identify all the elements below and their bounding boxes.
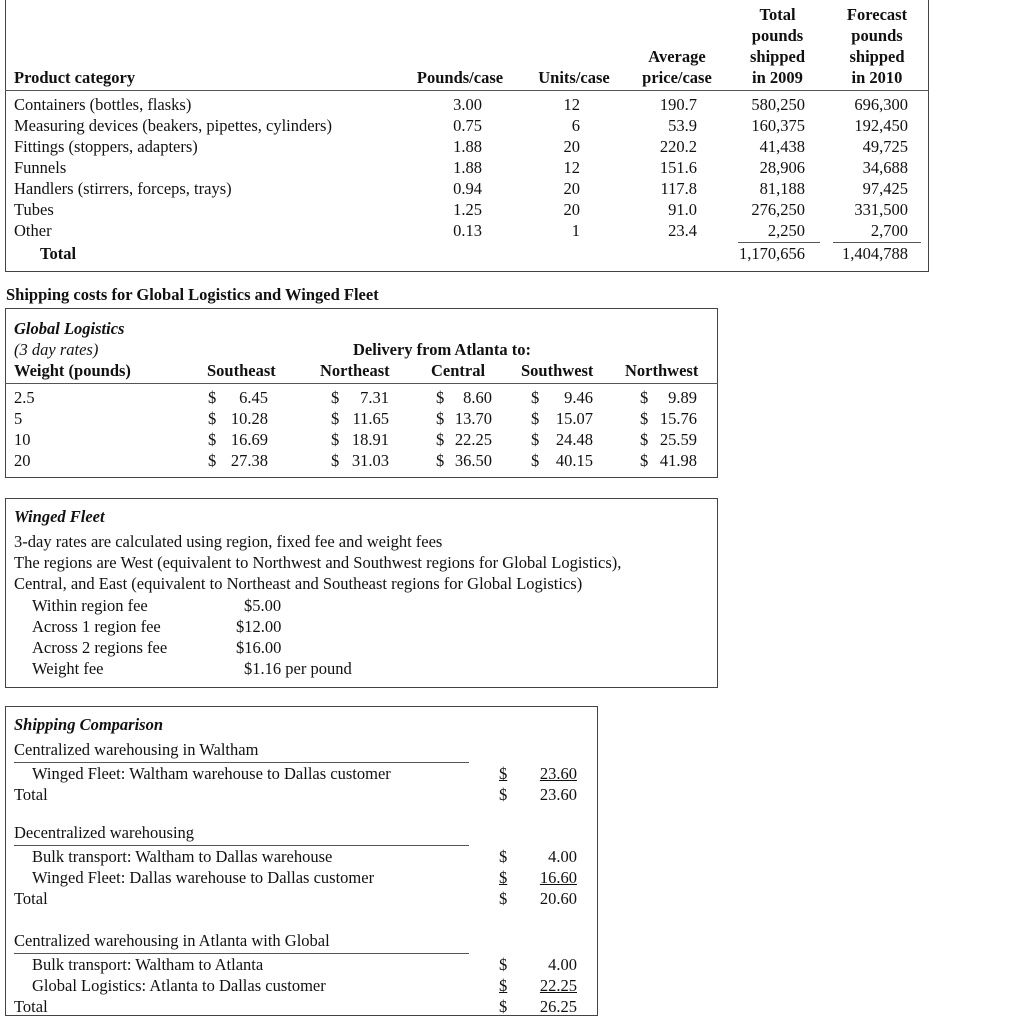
rate-value: 8.60 — [463, 388, 492, 407]
rate-value: 15.07 — [555, 409, 593, 428]
product-name: Handlers (stirrers, forceps, trays) — [14, 179, 232, 198]
comparison-total-value: 23.60 — [539, 785, 577, 804]
weight-cell: 20 — [14, 451, 31, 470]
product-2009: 41,438 — [759, 137, 805, 156]
rate-value: 27.38 — [230, 451, 268, 470]
product-2009: 28,906 — [759, 158, 805, 177]
header-total-3: shipped — [749, 47, 806, 66]
header-forecast-4: in 2010 — [851, 68, 903, 87]
rate-value: 11.65 — [352, 409, 389, 428]
products-total-2009: 1,170,656 — [739, 244, 805, 263]
delivery-heading: Delivery from Atlanta to: — [353, 340, 531, 359]
comparison-heading-rule — [14, 762, 469, 763]
weight-cell: 5 — [14, 409, 23, 428]
comparison-item-label: Global Logistics: Atlanta to Dallas customer — [32, 976, 326, 995]
comparison-heading-rule — [14, 845, 469, 846]
rate-value: 7.31 — [360, 388, 389, 407]
header-total-1: Total — [759, 5, 796, 24]
winged-line-3: Central, and East (equivalent to Northeast and Southeast regions for Global Logistics) — [14, 574, 583, 593]
rate-value: 36.50 — [454, 451, 492, 470]
fee-value: $16.00 — [236, 638, 282, 657]
header-total-4: in 2009 — [752, 68, 803, 87]
rate-currency: $ — [531, 430, 540, 449]
comparison-total-value: 20.60 — [539, 889, 577, 908]
rate-currency: $ — [531, 451, 540, 470]
rate-currency: $ — [208, 430, 217, 449]
comparison-total-value: 26.25 — [539, 997, 577, 1016]
product-name: Measuring devices (beakers, pipettes, cylinders) — [14, 116, 332, 135]
region-header-southeast: Southeast — [207, 361, 276, 380]
comparison-currency: $ — [499, 976, 508, 995]
product-units: 20 — [563, 179, 580, 198]
product-2010: 192,450 — [854, 116, 908, 135]
comparison-item-value: 22.25 — [539, 976, 577, 995]
rate-value: 18.91 — [351, 430, 389, 449]
fee-label: Weight fee — [32, 659, 104, 678]
rate-value: 6.45 — [239, 388, 268, 407]
rate-value: 13.70 — [454, 409, 492, 428]
global-subtitle: (3 day rates) — [14, 340, 99, 359]
product-units: 1 — [571, 221, 580, 240]
product-units: 12 — [563, 158, 580, 177]
rate-value: 15.76 — [659, 409, 697, 428]
product-price: 220.2 — [659, 137, 697, 156]
product-name: Tubes — [14, 200, 54, 219]
header-divider — [5, 90, 929, 91]
comparison-currency: $ — [499, 889, 508, 908]
comparison-item-label: Winged Fleet: Waltham warehouse to Dallas customer — [32, 764, 391, 783]
fee-label: Within region fee — [32, 596, 148, 615]
product-name: Funnels — [14, 158, 67, 177]
product-2009: 580,250 — [751, 95, 805, 114]
header-pounds-case: Pounds/case — [416, 68, 504, 87]
weight-cell: 10 — [14, 430, 31, 449]
comparison-total-label: Total — [14, 997, 48, 1016]
product-units: 20 — [563, 200, 580, 219]
rate-currency: $ — [640, 409, 649, 428]
product-price: 53.9 — [668, 116, 697, 135]
fee-value: $1.16 per pound — [244, 659, 352, 678]
comparison-item-value: 23.60 — [539, 764, 577, 783]
comparison-item-value: 4.00 — [548, 847, 577, 866]
product-name: Fittings (stoppers, adapters) — [14, 137, 198, 156]
product-pounds: 0.75 — [453, 116, 482, 135]
product-price: 23.4 — [668, 221, 697, 240]
product-price: 91.0 — [668, 200, 697, 219]
region-header-northeast: Northeast — [320, 361, 390, 380]
product-price: 151.6 — [659, 158, 697, 177]
header-average: Average — [648, 47, 706, 66]
rate-currency: $ — [640, 451, 649, 470]
header-price-case: price/case — [642, 68, 712, 87]
rate-value: 9.46 — [564, 388, 593, 407]
weight-header: Weight (pounds) — [14, 361, 131, 380]
comparison-heading: Centralized warehousing in Waltham — [14, 740, 259, 759]
rate-value: 10.28 — [230, 409, 268, 428]
product-price: 117.8 — [660, 179, 697, 198]
shipping-title: Shipping costs for Global Logistics and Winged Fleet — [6, 285, 379, 304]
product-2010: 331,500 — [854, 200, 908, 219]
fee-label: Across 1 region fee — [32, 617, 161, 636]
rate-value: 41.98 — [659, 451, 697, 470]
product-2009: 2,250 — [767, 221, 805, 240]
comparison-total-label: Total — [14, 785, 48, 804]
product-2010: 49,725 — [862, 137, 908, 156]
product-pounds: 0.94 — [453, 179, 482, 198]
rate-currency: $ — [436, 451, 445, 470]
product-pounds: 1.88 — [453, 137, 482, 156]
weight-cell: 2.5 — [14, 388, 35, 407]
products-total-2010: 1,404,788 — [842, 244, 908, 263]
header-forecast-1: Forecast — [846, 5, 908, 24]
rate-currency: $ — [531, 409, 540, 428]
product-2009: 160,375 — [751, 116, 805, 135]
global-title: Global Logistics — [14, 319, 125, 338]
product-2010: 2,700 — [870, 221, 908, 240]
product-2010: 34,688 — [862, 158, 908, 177]
product-pounds: 1.88 — [453, 158, 482, 177]
comparison-total-label: Total — [14, 889, 48, 908]
region-header-northwest: Northwest — [625, 361, 699, 380]
product-pounds: 3.00 — [453, 95, 482, 114]
rate-currency: $ — [331, 388, 340, 407]
rate-value: 22.25 — [454, 430, 492, 449]
product-2010: 696,300 — [854, 95, 908, 114]
product-name: Containers (bottles, flasks) — [14, 95, 192, 114]
winged-line-2: The regions are West (equivalent to Northwest and Southwest regions for Global Logistics), — [14, 553, 622, 572]
products-total-label: Total — [40, 244, 77, 263]
rate-value: 24.48 — [555, 430, 593, 449]
product-2009: 276,250 — [751, 200, 805, 219]
header-units-case: Units/case — [538, 68, 610, 87]
rate-currency: $ — [331, 430, 340, 449]
winged-title: Winged Fleet — [14, 507, 105, 526]
rate-value: 9.89 — [668, 388, 697, 407]
comparison-heading: Centralized warehousing in Atlanta with Global — [14, 931, 330, 950]
fee-label: Across 2 regions fee — [32, 638, 168, 657]
rate-currency: $ — [331, 451, 340, 470]
header-product-category: Product category — [14, 68, 136, 87]
product-pounds: 1.25 — [453, 200, 482, 219]
rate-currency: $ — [208, 409, 217, 428]
rate-currency: $ — [436, 409, 445, 428]
product-2009: 81,188 — [759, 179, 805, 198]
rate-currency: $ — [436, 388, 445, 407]
comparison-item-value: 4.00 — [548, 955, 577, 974]
header-total-2: pounds — [751, 26, 804, 45]
comparison-item-label: Bulk transport: Waltham to Atlanta — [32, 955, 264, 974]
comparison-currency: $ — [499, 764, 508, 783]
total-divider-2010 — [833, 242, 921, 243]
comparison-currency: $ — [499, 955, 508, 974]
total-divider-2009 — [738, 242, 820, 243]
rate-currency: $ — [531, 388, 540, 407]
product-units: 12 — [563, 95, 580, 114]
rate-currency: $ — [436, 430, 445, 449]
comparison-title: Shipping Comparison — [14, 715, 164, 734]
fee-value: $12.00 — [236, 617, 282, 636]
product-name: Other — [14, 221, 52, 240]
region-header-southwest: Southwest — [521, 361, 594, 380]
rate-currency: $ — [640, 388, 649, 407]
product-2010: 97,425 — [862, 179, 908, 198]
comparison-heading: Decentralized warehousing — [14, 823, 195, 842]
comparison-currency: $ — [499, 785, 508, 804]
comparison-currency: $ — [499, 868, 508, 887]
global-header-divider — [5, 383, 718, 384]
rate-value: 31.03 — [351, 451, 389, 470]
product-units: 6 — [571, 116, 580, 135]
rate-currency: $ — [331, 409, 340, 428]
rate-value: 16.69 — [230, 430, 268, 449]
comparison-item-label: Bulk transport: Waltham to Dallas warehouse — [32, 847, 333, 866]
comparison-heading-rule — [14, 953, 469, 954]
product-pounds: 0.13 — [453, 221, 482, 240]
rate-value: 40.15 — [555, 451, 593, 470]
rate-value: 25.59 — [659, 430, 697, 449]
fee-value: $5.00 — [244, 596, 282, 615]
comparison-item-value: 16.60 — [539, 868, 577, 887]
product-price: 190.7 — [659, 95, 697, 114]
header-forecast-3: shipped — [849, 47, 905, 66]
header-forecast-2: pounds — [851, 26, 903, 45]
comparison-item-label: Winged Fleet: Dallas warehouse to Dallas customer — [32, 868, 375, 887]
product-units: 20 — [563, 137, 580, 156]
region-header-central: Central — [431, 361, 486, 380]
rate-currency: $ — [208, 388, 217, 407]
comparison-currency: $ — [499, 847, 508, 866]
rate-currency: $ — [208, 451, 217, 470]
comparison-currency: $ — [499, 997, 508, 1016]
winged-line-1: 3-day rates are calculated using region, fixed fee and weight fees — [14, 532, 443, 551]
rate-currency: $ — [640, 430, 649, 449]
